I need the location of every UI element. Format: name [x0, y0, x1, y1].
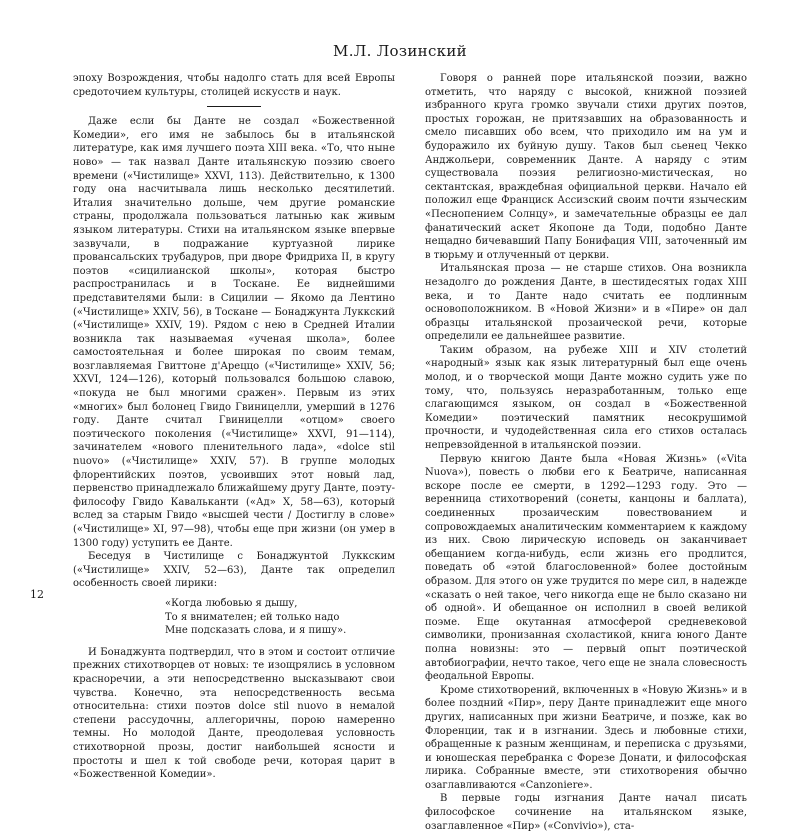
section-separator [207, 106, 261, 107]
paragraph: Беседуя в Чистилище с Бонаджунтой Луккским («Чистилище» XXIV, 52—63), Данте так определил особенность своей лирики: [73, 551, 395, 590]
verse-quote [165, 597, 395, 638]
paragraph: Даже если бы Данте не создал «Божественной Комедии», его имя не забылось бы в итальянской литературе, как имя лучшего поэта XIII века. «То, что ныне ново» — так назвал Данте итальянскую поэзию своего времени («Чистилище» XXVI, 113). Действительно, к 1300 году она насчитывала лишь несколько десятилетий. Италия значительно дольше, чем другие романские страны, продолжала пользоваться латынью как живым языком литературы. Стихи на итальянском языке впервые зазвучали, в подражание куртуазной лирике провансальских трубадуров, при дворе Фридриха II, в кругу поэтов «сицилианской школы», которая быстро распространилась и в Тоскане. Ее виднейшими представителями были: в Сицилии — Якомо да Лентино («Чистилище» XXIV, 56), в Тоскане — Бонаджунта Луккский («Чистилище» XXIV, 19). Рядом с нею в Средней Италии возникла так называемая «ученая школа», более самостоятельная и более широкая по своим темам, возглавляемая Гвиттоне д'Ареццо («Чистилище» XXIV, 56; XXVI, 124—126), который пользовался большою славою, «покуда не был многими сражен». Первым из этих «многих» был болонец Гвидо Гвиницелли, умерший в 1276 году. Данте считал Гвиницелли «отцом» своего поэтического поколения («Чистилище» XXVI, 91—114), зачинателем «нового пленительного лада», «dolce stil nuovo» («Чистилище» XXIV, 57). В группе молодых флорентийских поэтов, усвоивших этот новый лад, первенство принадлежало ближайшему другу Данте, поэту-философу Гвидо Кавальканти («Ад» X, 58—63), который вслед за старым Гвидо «высшей чести / Достиглу в слове» («Чистилище» XI, 97—98), чтобы еще при жизни (он умер в 1300 году) уступить ее Данте. [73, 116, 395, 549]
verse-line: «Когда любовью я дышу, [165, 597, 298, 609]
paragraph: Таким образом, на рубеже XIII и XIV столетий «народный» язык как язык литературный был еще очень молод, и о творческой мощи Данте можно судить уже по тому, что, пользуясь неразработанным, только еще слагающимся языком, он создал в «Божественной Комедии» поэтический памятник несокрушимой прочности, и чудодейственная сила его стихов осталась непревзойденной в итальянской поэзии. [425, 344, 747, 452]
page-number: 12 [30, 588, 44, 601]
paragraph: Итальянская проза — не старше стихов. Она возникла незадолго до рождения Данте, в шестидесятых годах XIII века, и то Данте надо считать ее подлинным основоположником. В «Новой Жизни» и в «Пире» он дал образцы итальянской прозаической речи, которые определили ее дальнейшее развитие. [425, 263, 747, 343]
paragraph-continued: эпоху Возрождения, чтобы надолго стать для всей Европы средоточием культуры, столицей искусств и наук. [73, 73, 395, 98]
verse-line: Мне подсказать слова, и я пишу». [165, 625, 347, 637]
verse-line: То я внимателен; ей только надо [165, 611, 340, 623]
paragraph: Первую книгою Данте была «Новая Жизнь» («Vita Nuova»), повесть о любви его к Беатриче, написанная вскоре после ее смерти, в 1292—1293 году. Это — веренница стихотворений (сонеты, канцоны и баллата), соединенных прозаическим повествованием и сопровождаемых аналитическим комментарием к каждому из них. Свою лирическую исповедь он заканчивает обещанием когда-нибудь, если жизнь его продлится, поведать об «этой благословенной» более достойным образом. Для этого он уже трудится по мере сил, в надежде «сказать о ней такое, чего никогда еще не было сказано ни об одной». И обещанное он исполнил в своей великой поэме. Еще окутанная атмосферой средневековой символики, пронизанная схоластикой, книга юного Данте полна новизны: это — первый опыт поэтической автобиографии, нечто такое, чего еще не знала словесность феодальной Европы. [425, 453, 747, 683]
paragraph: Кроме стихотворений, включенных в «Новую Жизнь» и в более поздний «Пир», перу Данте принадлежит еще много других, написанных при жизни Беатриче, и позже, как во Флоренции, так и в изгнании. Здесь и любовные стихи, обращенные к разным женщинам, и переписка с друзьями, и юношеская перебранка с Форезе Донати, и философская лирика. Собранные вместе, эти стихотворения обычно озаглавливаются «Canzoniere». [425, 684, 747, 791]
left-column [73, 72, 395, 782]
paragraph: Говоря о ранней поре итальянской поэзии, важно отметить, что наряду с высокой, книжной поэзией избранного круга громко звучали стихи других поэтов, простых горожан, не притязавших на образованность и смело писавших обо всем, что приходило им на ум и будоражило их буйную душу. Таков был сьенец Чекко Анджольери, современник Данте. А наряду с этим существовала поэзия религиозно-мистическая, но сектантская, враждебная официальной церкви. Начало ей положил еще Франциск Ассизский своим почти языческим «Песнопением Солнцу», и замечательные образцы ее дал фанатический аскет Якопоне да Тоди, подобно Данте нещадно бичевавший Папу Бонифация VIII, заточенный им в тюрьму и отлученный от церкви. [425, 73, 747, 261]
paragraph: И Бонаджунта подтвердил, что в этом и состоит отличие прежних стихотворцев от новых: те изощрялись в условном красноречии, а эти непосредственно высказывают свои чувства. Конечно, эта непосредственность весьма относительна: стихи поэтов dolce stil nuovo в немалой степени рассудочны, аллегоричны, порою намеренно темны. Но молодой Данте, преодолевая условность стихотворной прозы, достиг наибольшей ясности и простоты и шел к той свободе речи, которая царит в «Божественной Комедии». [73, 646, 395, 781]
right-column [425, 72, 747, 833]
paragraph: В первые годы изгнания Данте начал писать философское сочинение на итальянском языке, озаглавленное «Пир» («Convivio»), ста- [425, 793, 747, 832]
running-header: М.Л. Лозинский [333, 42, 467, 60]
